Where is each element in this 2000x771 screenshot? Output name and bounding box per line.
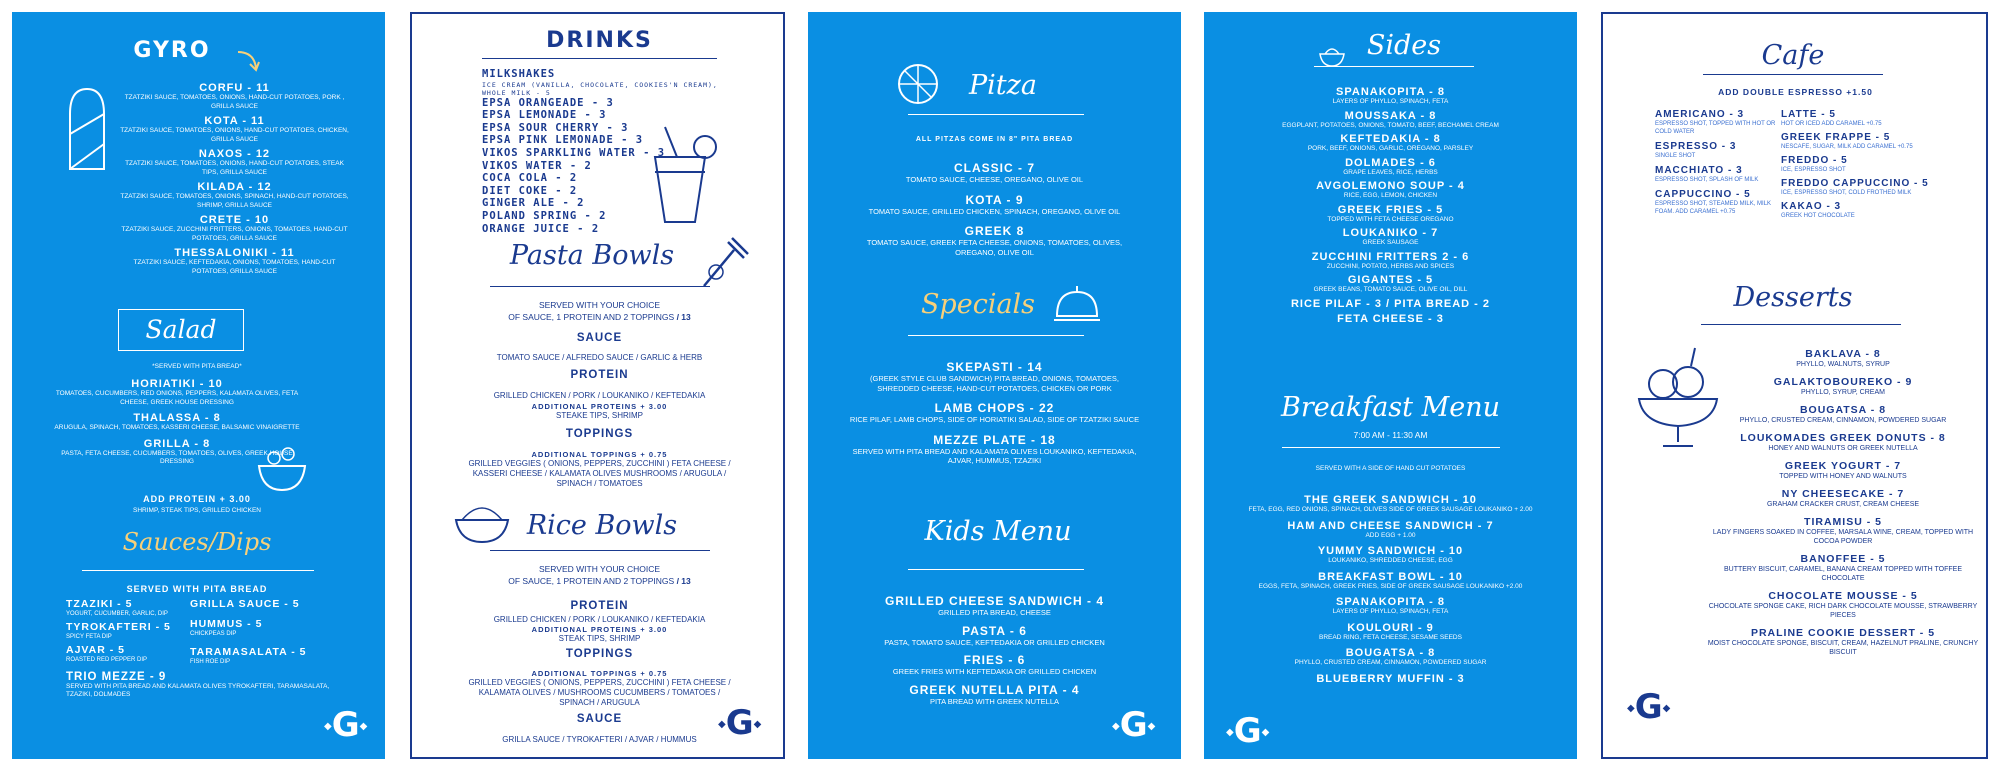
menu-item [1781,201,1931,220]
menu-item [1234,298,1547,310]
menu-item [117,247,352,276]
divider [1701,324,1901,325]
drinks-panel [410,12,785,759]
menu-item [117,82,352,111]
menu-item [1781,155,1931,174]
sauces-note: SERVED WITH PITA BREAD [126,584,268,594]
menu-item-name: ZUCCHINI FRITTERS 2 - 6 [1311,250,1470,263]
pasta-add-protein: ADDITIONAL PROTEINS + 3.00 [531,402,668,411]
menu-item [1703,376,1983,397]
menu-item-name: GREEK NUTELLA PITA - 4 [909,682,1080,697]
brand-logo: ◆G◆ [324,705,368,745]
menu-item [1234,227,1547,248]
menu-item [1234,647,1547,668]
menu-item [1234,596,1547,617]
divider [908,114,1084,115]
menu-item-name: KOTA - 9 [965,192,1024,207]
drink-item: EPSA SOUR CHERRY - 3 [482,121,629,134]
menu-item-desc: GREEK BEANS, TOMATO SAUCE, OLIVE OIL, DILL [1313,286,1468,293]
sauces-left-list [66,598,186,667]
menu-item-name: MACCHIATO - 3 [1655,165,1743,176]
kids-title: Kids Menu [924,516,1072,547]
menu-item-desc: TOMATO SAUCE, CHEESE, OREGANO, OLIVE OIL [905,175,1084,184]
menu-item-desc: CHOCOLATE SPONGE CAKE, RICH DARK CHOCOLATE MOUSSE, STRAWBERRY PIECES [1708,603,1978,619]
cafe-left-list [1655,109,1785,221]
trio-mezze [66,671,336,699]
menu-item-desc: LAYERS OF PHYLLO, SPINACH, FETA [1332,608,1449,615]
cafe-panel [1601,12,1988,759]
pizza-icon [896,62,940,106]
menu-item-desc: PITA BREAD WITH GREEK NUTELLA [929,696,1060,706]
menu-item-name: NAXOS - 12 [198,148,271,160]
menu-item-name: CLASSIC - 7 [953,161,1035,175]
pasta-title: Pasta Bowls [509,240,675,271]
menu-item [848,683,1141,707]
menu-item-desc: RICE, EGG, LEMON, CHICKEN [1343,192,1438,199]
menu-item-name: SKEPASTI - 14 [946,360,1043,374]
drink-item: EPSA LEMONADE - 3 [482,109,607,122]
menu-item [848,161,1141,185]
menu-item-name: NY CHEESECAKE - 7 [1781,488,1905,500]
sauces-right-list [190,598,340,674]
menu-item-name: LAMB CHOPS - 22 [934,401,1055,415]
menu-item-desc: GREEK FRIES WITH KEFTEDAKIA OR GRILLED CHICKEN [892,667,1097,676]
breakfast-hours: 7:00 AM - 11:30 AM [1353,430,1428,440]
kids-list [848,594,1141,712]
menu-item-desc: ICE, ESPRESSO SHOT [1781,167,1846,173]
menu-item-desc: ZUCCHINI, POTATO, HERBS AND SPICES [1326,262,1455,270]
drink-item: GINGER ALE - 2 [482,197,585,210]
menu-item-desc: LAYERS OF PHYLLO, SPINACH, FETA [1332,98,1449,105]
menu-item-name: CORFU - 11 [199,82,270,94]
menu-item-name: LATTE - 5 [1781,109,1836,120]
menu-item [66,621,186,641]
menu-item-desc: ESPRESSO SHOT, TOPPED WITH HOT OR COLD WATER [1655,121,1776,135]
menu-item [848,360,1141,393]
pasta-toppings-heading: TOPPINGS [565,428,634,440]
menu-item [1703,404,1983,425]
menu-item-desc: CHICKPEAS DIP [190,631,237,637]
menu-item-desc: TOMATO SAUCE, GRILLED CHICKEN, SPINACH, OREGANO, OLIVE OIL [868,206,1121,216]
salad-note: *SERVED WITH PITA BREAD* [152,363,242,370]
menu-item-name: HAM AND CHEESE SANDWICH - 7 [1287,519,1494,532]
menu-item-name: GRILLA - 8 [143,437,211,450]
menu-item-desc: TZATZIKI SAUCE, ZUCCHINI FRITTERS, ONIONS, TOMATOES, HAND-CUT POTATOES, GRILLA SAUCE [121,226,348,242]
menu-item [1234,520,1547,541]
menu-item-name: SPANAKOPITA - 8 [1336,596,1445,608]
menu-item [848,624,1141,648]
menu-item [1703,488,1983,509]
menu-item [52,412,302,433]
menu-item-name: FRIES - 6 [963,653,1026,667]
cloche-icon [1052,278,1102,326]
pitza-title: Pitza [969,70,1037,101]
menu-item [1234,494,1547,515]
menu-item [1234,86,1547,107]
cafe-title: Cafe [1761,40,1825,71]
menu-item-desc: TZATZIKI SAUCE, TOMATOES, ONIONS, HAND-CUT POTATOES, CHICKEN, GRILLA SAUCE [120,127,349,143]
menu-item-name: KEFTEDAKIA - 8 [1340,133,1441,145]
menu-item-name: KOULOURI - 9 [1347,621,1434,634]
add-protein-desc: SHRIMP, STEAK TIPS, GRILLED CHICKEN [133,507,261,514]
breakfast-title: Breakfast Menu [1281,392,1500,423]
menu-item-name: CAPPUCCINO - 5 [1655,189,1751,200]
menu-item-desc: BUTTERY BISCUIT, CARAMEL, BANANA CREAM TOPPED WITH TOFFEE CHOCOLATE [1723,566,1963,582]
menu-item-name: GREEK 8 [964,224,1025,238]
menu-item-desc: (GREEK STYLE CLUB SANDWICH) PITA BREAD, ONIONS, TOMATOES, SHREDDED CHEESE, HAND-CUT POTATOES, CHICKEN OR PORK [870,374,1119,393]
menu-item-name: THE GREEK SANDWICH - 10 [1304,494,1477,506]
salad-bowl-icon [256,444,308,494]
gyro-panel [12,12,385,759]
menu-item-desc: TZATZIKI SAUCE, TOMATOES, ONIONS, SPINACH, HAND-CUT POTATOES, SHRIMP, GRILLA SAUCE [120,193,349,209]
menu-item-name: ESPRESSO - 3 [1655,141,1737,152]
menu-item-name: AVGOLEMONO SOUP - 4 [1316,180,1465,192]
menu-item-name: KOTA - 11 [204,115,265,127]
menu-item-desc: ARUGULA, SPINACH, TOMATOES, KASSERI CHEESE, BALSAMIC VINAIGRETTE [54,424,300,431]
menu-item [1703,432,1983,453]
menu-item-desc: TOMATOES, CUCUMBERS, RED ONIONS, PEPPERS, KALAMATA OLIVES, FETA CHEESE, GREEK HOUSE DRESSING [55,390,299,406]
menu-item-name: AMERICANO - 3 [1655,109,1745,120]
menu-item-name: BREAKFAST BOWL - 10 [1318,570,1463,583]
divider [490,550,710,551]
menu-item [1234,313,1547,325]
menu-item [848,193,1141,217]
specials-list [848,360,1141,474]
menu-item-desc: FETA, EGG, RED ONIONS, SPINACH, OLIVES SIDE OF GREEK SAUSAGE LOUKANIKO + 2.00 [1248,506,1533,513]
menu-item-desc: ICE, ESPRESSO SHOT, COLD FROTHED MILK [1781,190,1912,196]
divider [482,58,717,59]
drink-item: MILKSHAKES [482,68,556,80]
menu-item-desc: FISH ROE DIP [190,659,231,665]
menu-item-name: CRETE - 10 [199,214,270,226]
arrow-icon [234,46,264,76]
rice-toppings-heading: TOPPINGS [565,648,634,660]
menu-item-desc: GREEK HOT CHOCOLATE [1781,213,1855,219]
menu-item-desc: NESCAFE, SUGAR, MILK ADD CARAMEL +0.75 [1781,144,1913,150]
menu-item [1781,109,1931,128]
rice-sauce: GRILLA SAUCE / TYROKAFTERI / AJVAR / HUMMUS [502,735,697,744]
menu-item-desc: GRAPE LEAVES, RICE, HERBS [1343,168,1438,176]
menu-item [1234,673,1547,685]
rice-sauce-heading: SAUCE [576,713,623,725]
menu-item [1234,204,1547,225]
menu-item-desc: BREAD RING, FETA CHEESE, SESAME SEEDS [1319,633,1462,641]
menu-item-desc: RICE PILAF, LAMB CHOPS, SIDE OF HORIATIKI SALAD, SIDE OF TZATZIKI SAUCE [849,415,1140,424]
trio-desc: SERVED WITH PITA BREAD AND KALAMATA OLIVES TYROKAFTERI, TARAMASALATA, TZAZIKI, DOLMADES [66,683,330,698]
desserts-title: Desserts [1733,282,1853,313]
menu-item [1655,141,1785,160]
menu-item-desc: GRAHAM CRACKER CRUST, CREAM CHEESE [1766,501,1920,508]
menu-item-desc: SINGLE SHOT [1655,153,1696,159]
menu-item [1703,516,1983,546]
divider [1703,74,1883,75]
pitza-panel [808,12,1181,759]
menu-item-desc: PORK, BEEF, ONIONS, GARLIC, OREGANO, PARSLEY [1307,145,1474,152]
drink-glass-icon [647,122,717,232]
brand-logo: ◆G◆ [1627,687,1671,727]
menu-item-name: MEZZE PLATE - 18 [933,432,1056,447]
menu-item-name: BOUGATSA - 8 [1799,404,1887,416]
menu-item-desc: PHYLLO, CRUSTED CREAM, CINNAMON, POWDERED SUGAR [1294,659,1487,666]
menu-item-desc: EGGS, FETA, SPINACH, GREEK FRIES, SIDE OF GREEK SAUSAGE LOUKANIKO +2.00 [1258,582,1523,590]
menu-item-name: GALAKTOBOUREKO - 9 [1773,376,1913,388]
menu-item-name: TARAMASALATA - 5 [190,646,307,658]
drink-item: EPSA ORANGEADE - 3 [482,96,614,109]
divider [82,570,314,571]
menu-item [190,618,340,638]
menu-item-name: MOUSSAKA - 8 [1344,109,1437,122]
menu-item [1655,109,1785,136]
drink-item: POLAND SPRING - 2 [482,209,607,222]
divider [908,335,1084,336]
desserts-list [1703,348,1983,664]
menu-item-name: BOUGATSA - 8 [1345,647,1436,659]
menu-item-desc: LADY FINGERS SOAKED IN COFFEE, MARSALA WINE, CREAM, TOPPED WITH COCOA POWDER [1712,529,1974,545]
drink-item: VIKOS WATER - 2 [482,159,592,172]
menu-item-name: TYROKAFTERI - 5 [66,621,171,633]
menu-item-desc: PASTA, FETA CHEESE, CUCUMBERS, TOMATOES, OLIVES, GREEK HOUSE DRESSING [61,449,293,465]
menu-item [1703,348,1983,369]
menu-item-name: HUMMUS - 5 [190,618,263,630]
menu-item [848,433,1141,466]
menu-item-name: PASTA - 6 [962,623,1027,638]
pasta-toppings: GRILLED VEGGIES ( ONIONS, PEPPERS, ZUCCHINI ) FETA CHEESE / KASSERI CHEESE / KALAMATA OLIVES MUSHROOMS / ARUGULA / SPINACH / TOMATOES [468,459,731,488]
menu-item-desc: GRILLED PITA BREAD, CHEESE [938,608,1051,617]
specials-title: Specials [920,289,1036,320]
menu-item-desc: ADD EGG + 1.00 [1365,531,1416,539]
menu-item-desc: PHYLLO, WALNUTS, SYRUP [1796,361,1890,368]
menu-item [848,594,1141,618]
rice-toppings: GRILLED VEGGIES ( ONIONS, PEPPERS, ZUCCHINI ) FETA CHEESE / KALAMATA OLIVES / MUSHROOMS CUCUMBERS / TOMATOES / SPINACH / ARUGULA [468,678,731,707]
menu-item-name: GRILLED CHEESE SANDWICH - 4 [884,594,1104,608]
menu-item-name: THESSALONIKI - 11 [174,247,295,259]
menu-item-name: LOUKOMADES GREEK DONUTS - 8 [1740,432,1946,444]
menu-item-name: PRALINE COOKIE DESSERT - 5 [1750,627,1936,639]
pasta-protein: GRILLED CHICKEN / PORK / LOUKANIKO / KEFTEDAKIA [493,391,706,400]
sauces-title: Sauces/Dips [122,528,272,556]
menu-item-desc: SERVED WITH PITA BREAD AND KALAMATA OLIVES LOUKANIKO, KEFTEDAKIA, AJVAR, HUMMUS, TZAZIKI [852,446,1137,465]
menu-item [1234,545,1547,566]
menu-item-desc: TZATZIKI SAUCE, TOMATOES, ONIONS, HAND-CUT POTATOES, STEAK TIPS, GRILLA SAUCE [125,160,344,176]
cafe-note: ADD DOUBLE ESPRESSO +1.50 [1718,87,1873,97]
side-dish-icon [1318,42,1346,68]
menu-item-desc: PHYLLO, CRUSTED CREAM, CINNAMON, POWDERED SUGAR [1739,417,1947,424]
menu-item [190,598,340,610]
menu-item-desc: ROASTED RED PEPPER DIP [66,657,148,663]
menu-item-name: GRILLA SAUCE - 5 [190,598,300,610]
pitza-list [848,161,1141,265]
menu-item-name: CHOCOLATE MOUSSE - 5 [1768,590,1918,602]
rice-add-toppings: ADDITIONAL TOPPINGS + 0.75 [531,669,668,678]
drink-item: EPSA PINK LEMONADE - 3 [482,134,644,147]
menu-item [117,148,352,177]
drink-item: VIKOS SPARKLING WATER - 3 [482,146,666,159]
menu-item [848,401,1141,425]
menu-item [1703,590,1983,620]
menu-item-desc: ESPRESSO SHOT, SPLASH OF MILK [1655,177,1759,183]
rice-serve: OF SAUCE, 1 PROTEIN AND 2 TOPPINGS / 13 [508,576,691,586]
menu-item-name: GREEK FRIES - 5 [1337,203,1444,216]
menu-item-desc: TOPPED WITH HONEY AND WALNUTS [1779,473,1907,480]
menu-item [1234,571,1547,592]
menu-item [66,598,186,618]
menu-item-name: BLUEBERRY MUFFIN - 3 [1316,672,1465,685]
rice-protein: GRILLED CHICKEN / PORK / LOUKANIKO / KEFTEDAKIA [493,615,706,624]
menu-item-desc: EGGPLANT, POTATOES, ONIONS, TOMATO, BEEF, BECHAMEL CREAM [1282,121,1499,129]
menu-item [1655,165,1785,184]
pasta-protein-heading: PROTEIN [570,369,629,381]
menu-item-desc: SPICY FETA DIP [66,634,112,640]
menu-item [1655,189,1785,216]
menu-item [117,214,352,243]
pasta-serve: OF SAUCE, 1 PROTEIN AND 2 TOPPINGS / 13 [508,312,691,322]
pasta-add-toppings: ADDITIONAL TOPPINGS + 0.75 [531,450,668,459]
menu-item [117,181,352,210]
divider [1282,447,1500,448]
pasta-sauce: TOMATO SAUCE / ALFREDO SAUCE / GARLIC & HERB [496,353,703,362]
drink-item: DIET COKE - 2 [482,184,578,197]
menu-item-name: BANOFFEE - 5 [1800,553,1886,565]
menu-item-name: GIGANTES - 5 [1347,274,1434,286]
menu-item [848,224,1141,257]
menu-item-desc: LOUKANIKO, SHREDDED CHEESE, EGG [1328,557,1453,564]
menu-item [1703,553,1983,583]
menu-item [1234,622,1547,643]
menu-item-name: FREDDO - 5 [1781,155,1848,166]
gyro-list [117,82,352,280]
drink-item: ICE CREAM (VANILLA, CHOCOLATE, COOKIES'N CREAM), WHOLE MILK - 5 [482,80,718,97]
menu-item-desc: TOMATO SAUCE, GREEK FETA CHEESE, ONIONS, TOMATOES, OLIVES, OREGANO, OLIVE OIL [866,238,1123,257]
menu-item-name: FREDDO CAPPUCCINO - 5 [1781,178,1929,189]
menu-item-name: YUMMY SANDWICH - 10 [1317,545,1464,557]
menu-item-desc: HOT OR ICED ADD CARAMEL +0.75 [1781,121,1882,127]
pasta-serve-line1: SERVED WITH YOUR CHOICE [538,300,661,310]
menu-item [848,653,1141,677]
menu-item [190,646,340,666]
sides-panel [1204,12,1577,759]
menu-item [1234,251,1547,272]
menu-item-desc: TZATZIKI SAUCE, TOMATOES, ONIONS, HAND-CUT POTATOES, PORK , GRILLA SAUCE [124,94,345,110]
menu-item [52,378,302,407]
menu-item-desc: MOIST CHOCOLATE SPONGE, BISCUIT, CREAM, HAZELNUT PRALINE, CRUNCHY BISCUIT [1707,640,1979,656]
drinks-title: DRINKS [546,28,653,53]
menu-item-desc: HONEY AND WALNUTS OR GREEK NUTELLA [1768,445,1918,452]
menu-item-name: HORIATIKI - 10 [131,378,223,390]
menu-item-name: FETA CHEESE - 3 [1337,312,1444,325]
pasta-sauce-heading: SAUCE [576,332,623,344]
menu-item-name: GREEK FRAPPE - 5 [1781,132,1891,143]
cafe-right-list [1781,109,1931,224]
divider [908,569,1084,570]
pasta-fork-icon [694,232,754,292]
menu-item [1234,133,1547,154]
rice-title: Rice Bowls [526,510,678,541]
add-protein: ADD PROTEIN + 3.00 [143,494,251,504]
menu-item [1234,110,1547,131]
menu-item-name: THALASSA - 8 [133,412,221,424]
menu-item-desc: PASTA, TOMATO SAUCE, KEFTEDAKIA OR GRILLED CHICKEN [884,637,1105,647]
divider [490,286,710,287]
rice-add-protein-desc: STEAK TIPS, SHRIMP [558,634,641,643]
menu-item [1781,132,1931,151]
menu-item [1234,180,1547,201]
sides-title: Sides [1366,30,1442,61]
drink-item: COCA COLA - 2 [482,172,578,185]
menu-item-name: BAKLAVA - 8 [1805,348,1881,360]
drink-item: ORANGE JUICE - 2 [482,222,600,235]
rice-serve-line1: SERVED WITH YOUR CHOICE [538,564,661,574]
menu-item [117,115,352,144]
pasta-add-protein-desc: STEAKE TIPS, SHRIMP [556,411,643,420]
menu-item-name: RICE PILAF - 3 / PITA BREAD - 2 [1290,297,1491,310]
menu-item-name: GREEK YOGURT - 7 [1784,460,1902,472]
gyro-title: GYRO [133,38,211,63]
gyro-wrap-icon [62,84,112,174]
divider [1314,66,1474,67]
menu-item-name: TIRAMISU - 5 [1804,516,1882,528]
pitza-note: ALL PITZAS COME IN 8" PITA BREAD [915,136,1074,143]
breakfast-note: SERVED WITH A SIDE OF HAND CUT POTATOES [1315,465,1466,472]
sides-list [1234,86,1547,328]
brand-logo: ◆G◆ [1112,705,1156,745]
menu-item [1703,460,1983,481]
salad-title: Salad [145,315,217,344]
menu-item-name: KILADA - 12 [197,181,272,193]
menu-item-name: AJVAR - 5 [66,644,125,656]
menu-item [66,644,186,664]
menu-item [1234,274,1547,295]
salad-box [118,309,244,351]
trio-name: TRIO MEZZE - 9 [66,671,167,683]
menu-item [1781,178,1931,197]
menu-item-name: KAKAO - 3 [1781,201,1842,212]
brand-logo: ◆G◆ [1226,711,1270,751]
brand-logo: ◆G◆ [718,703,762,743]
menu-item-name: SPANAKOPITA - 8 [1336,86,1445,98]
breakfast-list [1234,494,1547,690]
menu-item [1703,627,1983,657]
menu-item-desc: ESPRESSO SHOT, STEAMED MILK, MILK FOAM. ADD CARAMEL +0.75 [1655,201,1772,215]
rice-add-protein: ADDITIONAL PROTEINS + 3.00 [531,625,668,634]
menu-item-name: LOUKANIKO - 7 [1342,227,1439,239]
menu-item-desc: PHYLLO, SYRUP, CREAM [1801,389,1885,396]
menu-item-desc: GREEK SAUSAGE [1362,239,1419,246]
menu-item-name: TZAZIKI - 5 [66,598,133,610]
menu-item-desc: TOPPED WITH FETA CHEESE OREGANO [1327,215,1454,223]
menu-item-desc: TZATZIKI SAUCE, KEFTEDAKIA, ONIONS, TOMATOES, HAND-CUT POTATOES, GRILLA SAUCE [133,259,336,275]
rice-protein-heading: PROTEIN [570,600,629,612]
menu-item [1234,157,1547,178]
menu-item-desc: YOGURT, CUCUMBER, GARLIC, DIP [66,611,168,617]
menu-item-name: DOLMADES - 6 [1345,156,1436,169]
